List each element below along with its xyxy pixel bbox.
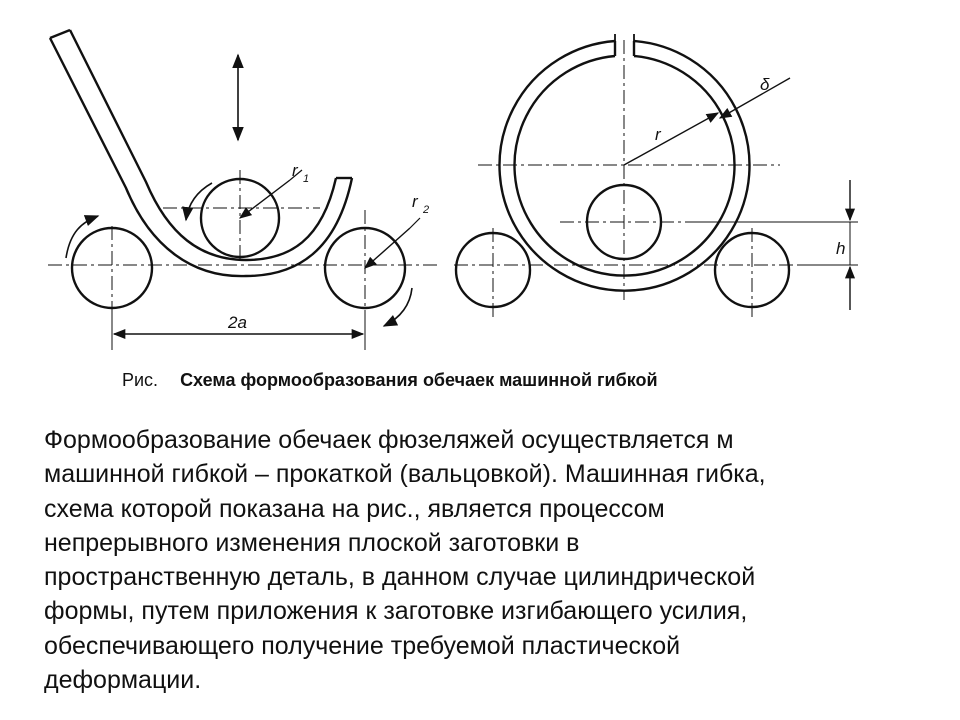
paragraph-line: обеспечивающего получение требуемой пластической: [44, 631, 681, 660]
label-2a: 2a: [228, 313, 247, 332]
paragraph-line: Формообразование обечаек фюзеляжей осуществляется м: [44, 426, 734, 454]
left-diagram: [48, 30, 440, 350]
right-diagram: [454, 34, 858, 320]
paragraph-line: непрерывного изменения плоской заготовки в: [44, 528, 580, 557]
label-delta: δ: [760, 75, 770, 94]
caption-title: Схема формообразования обечаек машинной гибкой: [180, 370, 658, 390]
rotation-arrow-right: [384, 288, 412, 326]
paragraph-line: схема которой показана на рис., является процессом: [44, 494, 665, 523]
right-left-roller: [456, 233, 530, 307]
bent-blank-inner: [70, 30, 336, 260]
paragraph-line: машинной гибкой – прокаткой (вальцовкой). Машинная гибка,: [44, 460, 766, 489]
paragraph-line: пространственную деталь, в данном случае цилиндрической: [44, 563, 756, 592]
r-leader: [624, 113, 718, 165]
r1-leader: [240, 180, 290, 218]
rotation-arrow-top: [186, 183, 212, 220]
paragraph-line: формы, путем приложения к заготовке изгибающего усилия,: [44, 597, 748, 626]
label-r2-sub: 2: [423, 204, 430, 216]
label-r: r: [655, 125, 661, 144]
label-h: h: [836, 239, 846, 258]
right-right-roller: [715, 233, 789, 307]
figure-caption: [122, 370, 658, 391]
shell-outer: [500, 41, 750, 291]
paragraph: [44, 423, 944, 697]
paragraph-line: деформации.: [44, 666, 202, 695]
label-r1: r: [292, 161, 298, 180]
label-r2: r: [412, 192, 418, 211]
caption-label: Рис.: [122, 370, 159, 390]
rotation-arrow-left: [66, 216, 98, 258]
bent-blank-outer: [50, 38, 352, 276]
label-r1-sub: 1: [303, 173, 310, 185]
